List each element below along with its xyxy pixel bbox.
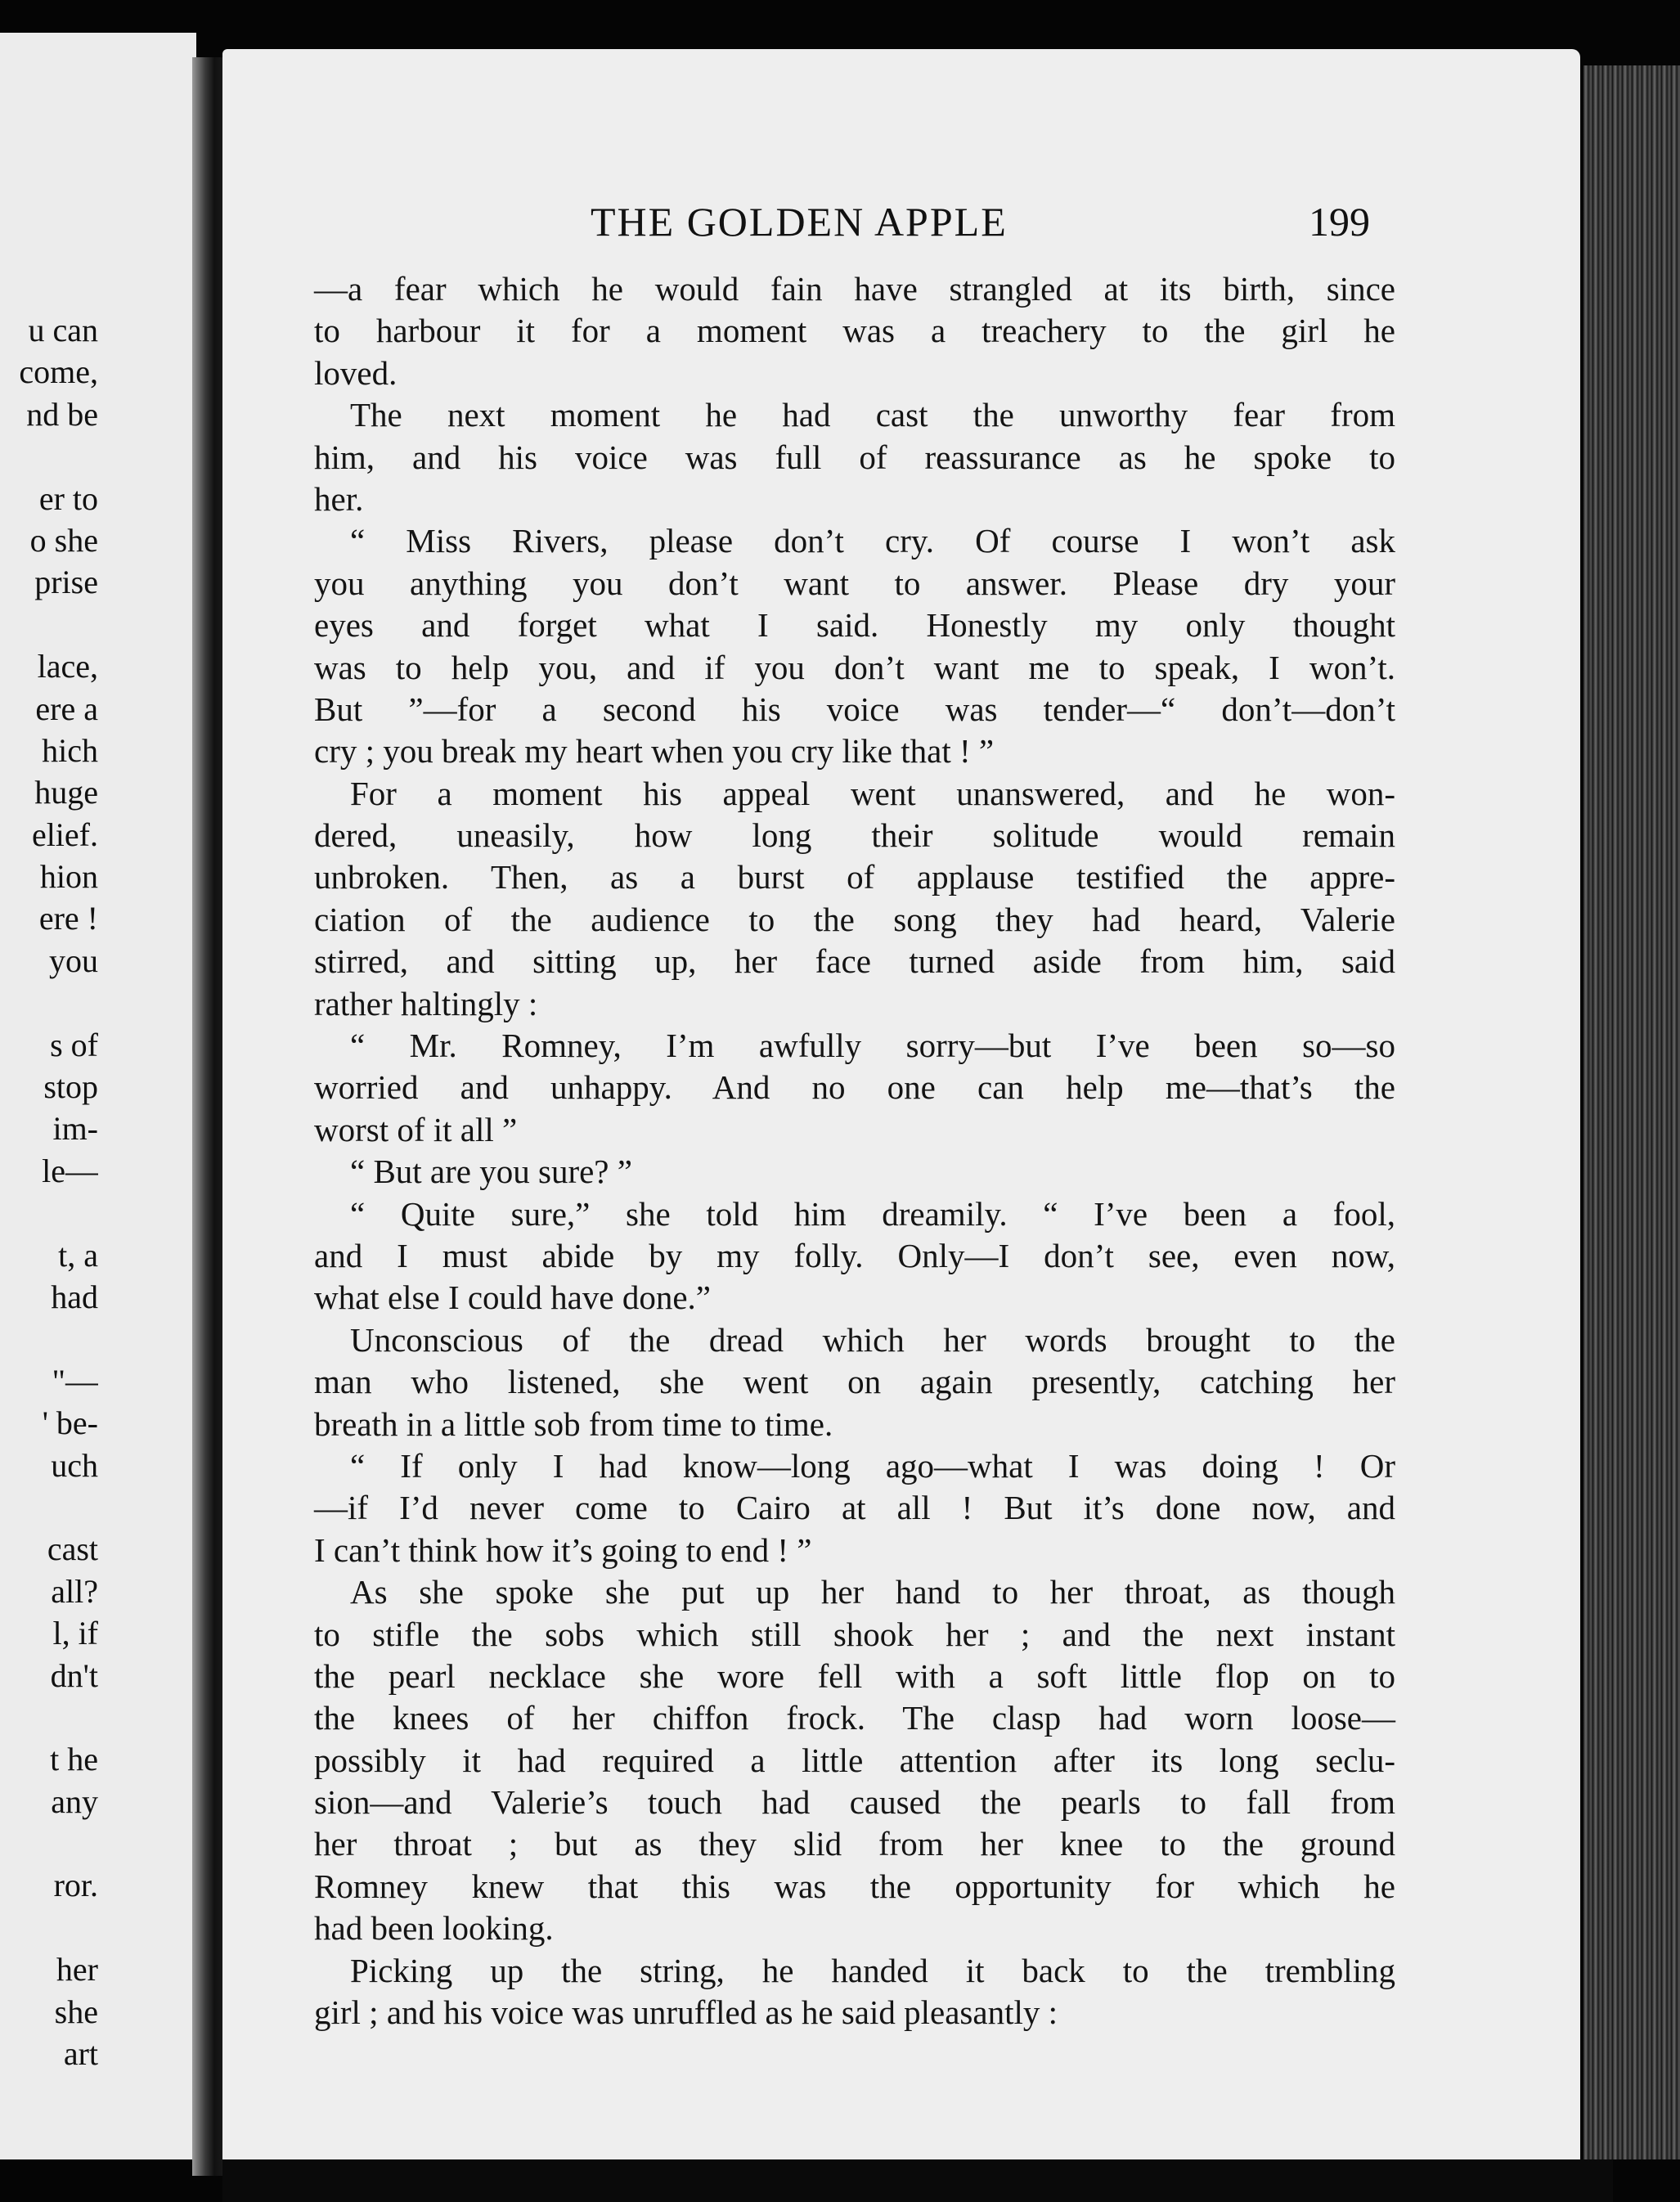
facing-page-fragment: ror. xyxy=(53,1867,98,1904)
facing-page-fragment: stop xyxy=(43,1068,98,1106)
facing-page-fragment: "— xyxy=(52,1362,98,1400)
text-line: loved. xyxy=(314,353,398,392)
facing-page-fragment: im- xyxy=(52,1110,98,1148)
facing-page-fragment xyxy=(0,982,98,1023)
text-line: and I must abide by my folly. Only—I don’t see, even now, xyxy=(314,1236,1395,1274)
facing-page-fragment: ere ! xyxy=(38,900,98,937)
facing-page-fragment xyxy=(0,1907,98,1948)
text-line: For a moment his appeal went unanswered, and he won- xyxy=(350,774,1395,812)
facing-page-fragment: nd be xyxy=(26,395,98,433)
text-line: man who listened, she went on again presently, catching her xyxy=(314,1363,1395,1401)
text-line: ciation of the audience to the song they had heard, Valerie xyxy=(314,900,1395,938)
facing-page-fragment: had xyxy=(51,1278,98,1315)
text-line: worst of it all ” xyxy=(314,1110,518,1148)
text-line: —a fear which he would fain have strangled at its birth, since xyxy=(314,270,1395,308)
facing-page-fragment: t, a xyxy=(58,1236,98,1274)
facing-page-fragment: art xyxy=(63,2035,98,2073)
facing-page-fragment xyxy=(0,1318,98,1359)
facing-page-fragment: hich xyxy=(42,731,98,769)
text-line: what else I could have done.” xyxy=(314,1279,711,1317)
text-line: him, and his voice was full of reassurance as he spoke to xyxy=(314,438,1395,476)
text-line: breath in a little sob from time to time. xyxy=(314,1404,833,1443)
text-line: —if I’d never come to Cairo at all ! But it’s done now, and xyxy=(314,1489,1395,1527)
text-line: The next moment he had cast the unworthy fear from xyxy=(350,396,1395,434)
facing-page-fragment: elief. xyxy=(31,816,98,853)
running-head: THE GOLDEN APPLE xyxy=(591,199,1008,245)
text-line: Romney knew that this was the opportunity for which he xyxy=(314,1867,1395,1905)
text-line: unbroken. Then, as a burst of applause testified the appre- xyxy=(314,858,1395,897)
text-line: eyes and forget what I said. Honestly my only thought xyxy=(314,606,1395,645)
text-line: worried and unhappy. And no one can help me—that’s the xyxy=(314,1068,1395,1107)
facing-page-fragment xyxy=(0,1192,98,1234)
text-line: was to help you, and if you don’t want me to speak, I won’t. xyxy=(314,648,1395,686)
text-line: the knees of her chiffon frock. The clasp had worn loose— xyxy=(314,1699,1395,1737)
text-line: to stifle the sobs which still shook her ; and the next instant xyxy=(314,1615,1395,1653)
facing-page-fragment: hion xyxy=(39,858,98,896)
facing-page-fragment xyxy=(0,1486,98,1528)
text-line: Unconscious of the dread which her words brought to the xyxy=(350,1320,1395,1359)
text-line: But ”—for a second his voice was tender—“ don’t—don’t xyxy=(314,690,1395,728)
text-line: girl ; and his voice was unruffled as he said pleasantly : xyxy=(314,1993,1058,2032)
facing-page-fragment: u can xyxy=(28,312,98,348)
facing-page-fragment: any xyxy=(51,1782,98,1820)
text-line: her. xyxy=(314,479,364,518)
text-line: the pearl necklace she wore fell with a soft little flop on to xyxy=(314,1656,1395,1695)
facing-page-fragment: le— xyxy=(42,1152,98,1189)
text-line: Picking up the string, he handed it back to the trembling xyxy=(350,1951,1395,1989)
page-edges xyxy=(1583,65,1680,2159)
text-line: to harbour it for a moment was a treachery to the girl he xyxy=(314,312,1395,350)
facing-page-left xyxy=(0,33,196,2159)
text-line: stirred, and sitting up, her face turned aside from him, said xyxy=(314,942,1395,981)
text-line: dered, uneasily, how long their solitude would remain xyxy=(314,816,1395,855)
facing-page-fragment: prise xyxy=(34,564,98,601)
facing-page-fragment: lace, xyxy=(37,648,98,685)
facing-page-fragment: dn't xyxy=(50,1656,98,1694)
page-bottom-shadow xyxy=(222,2159,1613,2202)
text-line: As she spoke she put up her hand to her throat, as though xyxy=(350,1573,1395,1611)
text-line: “ But are you sure? ” xyxy=(350,1153,632,1191)
facing-page-fragment: er to xyxy=(38,479,98,517)
page-number: 199 xyxy=(1309,199,1370,245)
text-line: “ Mr. Romney, I’m awfully sorry—but I’ve been so—so xyxy=(350,1027,1395,1065)
facing-page-fragment: uch xyxy=(51,1446,98,1484)
facing-page-fragment xyxy=(0,1822,98,1864)
text-line: possibly it had required a little attention after its long seclu- xyxy=(314,1741,1395,1779)
facing-page-fragment xyxy=(0,604,98,645)
facing-page-fragment: she xyxy=(54,1993,98,2030)
facing-page-fragment: huge xyxy=(34,774,98,811)
facing-page-fragment: her xyxy=(56,1951,98,1989)
text-line: rather haltingly : xyxy=(314,984,538,1022)
text-line: her throat ; but as they slid from her knee to the ground xyxy=(314,1825,1395,1863)
facing-page-fragment: o she xyxy=(29,521,98,559)
facing-page-fragment: ' be- xyxy=(42,1404,98,1442)
text-line: you anything you don’t want to answer. Please dry your xyxy=(314,564,1395,602)
text-line: sion—and Valerie’s touch had caused the pearls to fall from xyxy=(314,1783,1395,1822)
facing-page-fragment: come, xyxy=(19,353,98,391)
text-line: had been looking. xyxy=(314,1909,554,1948)
facing-page-fragment xyxy=(0,435,98,477)
text-line: I can’t think how it’s going to end ! ” xyxy=(314,1530,812,1569)
facing-page-fragment: l, if xyxy=(52,1615,98,1652)
text-line: “ Miss Rivers, please don’t cry. Of course I won’t ask xyxy=(350,522,1395,560)
body-text xyxy=(314,268,1395,2033)
facing-page-fragment: all? xyxy=(51,1572,98,1610)
facing-page-fragment: ere a xyxy=(35,690,98,727)
facing-page-fragment xyxy=(0,1696,98,1738)
text-line: cry ; you break my heart when you cry like that ! ” xyxy=(314,732,995,771)
facing-page-fragment: t he xyxy=(50,1741,98,1778)
facing-page-fragment: you xyxy=(49,941,98,979)
text-line: “ If only I had know—long ago—what I was doing ! Or xyxy=(350,1446,1395,1485)
facing-page-fragment: cast xyxy=(47,1530,98,1568)
text-line: “ Quite sure,” she told him dreamily. “ I’ve been a fool, xyxy=(350,1194,1395,1233)
facing-page-fragment: s of xyxy=(50,1026,98,1063)
facing-page-text-fragments xyxy=(0,309,98,2074)
